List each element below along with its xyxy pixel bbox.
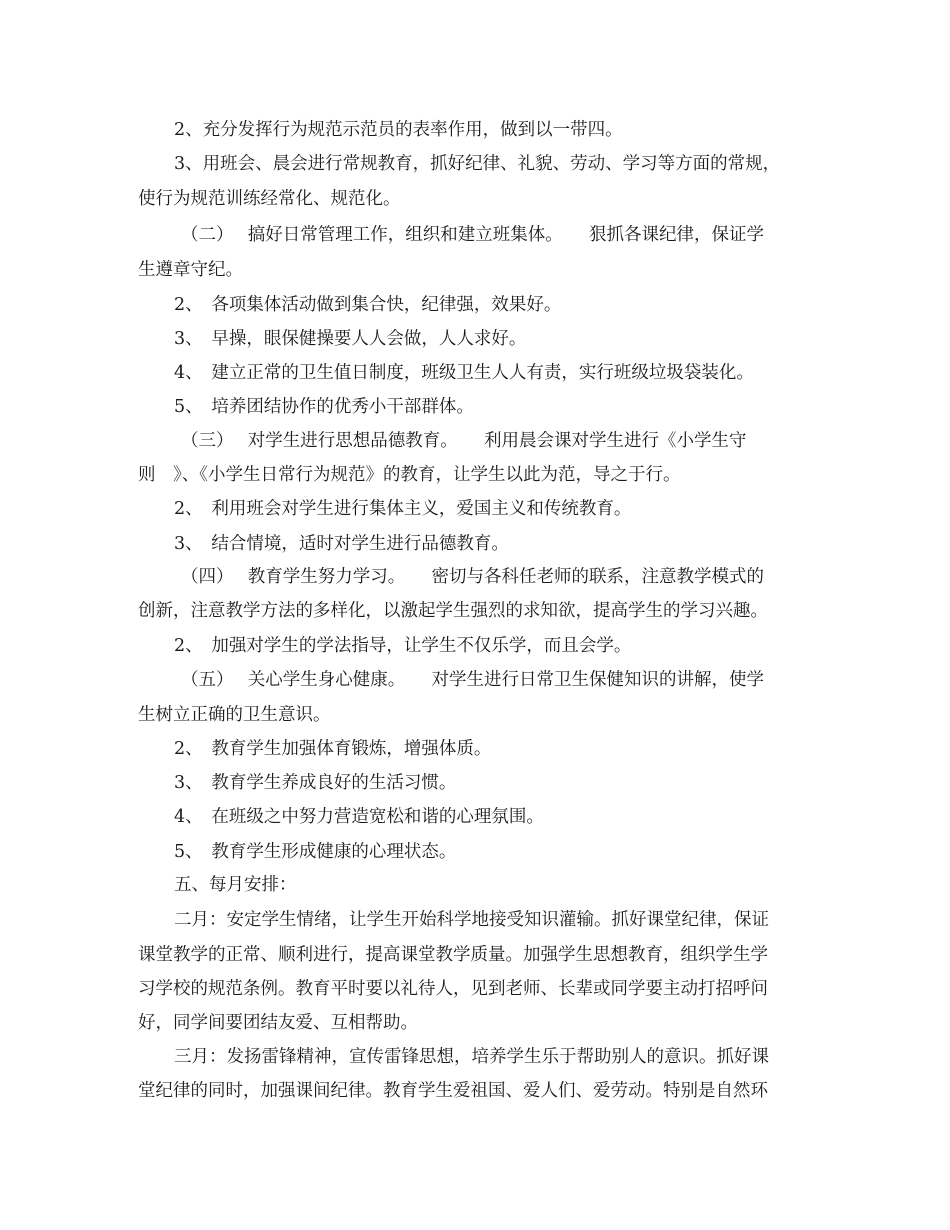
- paragraph-line: 创新，注意教学方法的多样化，以激起学生强烈的求知欲，提高学生的学习兴趣。: [138, 601, 768, 621]
- paragraph-line: 三月：发扬雷锋精神，宣传雷锋思想，培养学生乐于帮助别人的意识。抓好课: [174, 1047, 769, 1067]
- paragraph-line: 3、 结合情境，适时对学生进行品德教育。: [174, 534, 509, 554]
- paragraph-line: （四） 教育学生努力学习。 密切与各科任老师的联系，注意教学模式的: [181, 567, 765, 587]
- paragraph-line: （五） 关心学生身心健康。 对学生进行日常卫生保健知识的讲解，使学: [181, 670, 765, 690]
- paragraph-line: 使行为规范训练经常化、规范化。: [138, 189, 401, 209]
- paragraph-line: 5、 教育学生形成健康的心理状态。: [174, 842, 457, 862]
- paragraph-line: 2、 教育学生加强体育锻炼，增强体质。: [174, 739, 492, 759]
- paragraph-line: 4、 在班级之中努力营造宽松和谐的心理氛围。: [174, 807, 544, 827]
- paragraph-line: 课堂教学的正常、顺利进行，提高课堂教学质量。加强学生思想教育，组织学生学: [138, 945, 768, 965]
- paragraph-line: 3、 教育学生养成良好的生活习惯。: [174, 773, 457, 793]
- paragraph-line: 2、 利用班会对学生进行集体主义，爱国主义和传统教育。: [174, 499, 632, 519]
- paragraph-line: 好，同学间要团结友爱、互相帮助。: [138, 1013, 418, 1033]
- paragraph-line: 3、用班会、晨会进行常规教育，抓好纪律、礼貌、劳动、学习等方面的常规，: [174, 154, 781, 174]
- paragraph-line: 生遵章守纪。: [138, 260, 243, 280]
- paragraph-line: 4、 建立正常的卫生值日制度，班级卫生人人有责，实行班级垃圾袋装化。: [174, 363, 754, 383]
- paragraph-line: 堂纪律的同时，加强课间纪律。教育学生爱祖国、爱人们、爱劳动。特别是自然环: [138, 1081, 768, 1101]
- paragraph-line: 则 》、《小学生日常行为规范》的教育，让学生以此为范，导之于行。: [138, 465, 681, 485]
- paragraph-line: 2、 加强对学生的学法指导，让学生不仅乐学，而且会学。: [174, 636, 632, 656]
- section-heading: 五、每月安排：: [174, 875, 297, 895]
- paragraph-line: 生树立正确的卫生意识。: [138, 705, 331, 725]
- paragraph-line: 5、 培养团结协作的优秀小干部群体。: [174, 397, 474, 417]
- paragraph-line: 2、充分发挥行为规范示范员的表率作用，做到以一带四。: [174, 120, 623, 140]
- paragraph-line: （三） 对学生进行思想品德教育。 利用晨会课对学生进行《小学生守: [181, 431, 747, 451]
- paragraph-line: （二） 搞好日常管理工作，组织和建立班集体。 狠抓各课纪律，保证学: [181, 225, 765, 245]
- paragraph-line: 二月：安定学生情绪，让学生开始科学地接受知识灌输。抓好课堂纪律，保证: [174, 910, 769, 930]
- paragraph-line: 习学校的规范条例。教育平时要以礼待人，见到老师、长辈或同学要主动打招呼问: [138, 979, 768, 999]
- paragraph-line: 3、 早操，眼保健操要人人会做，人人求好。: [174, 329, 527, 349]
- paragraph-line: 2、 各项集体活动做到集合快，纪律强，效果好。: [174, 295, 562, 315]
